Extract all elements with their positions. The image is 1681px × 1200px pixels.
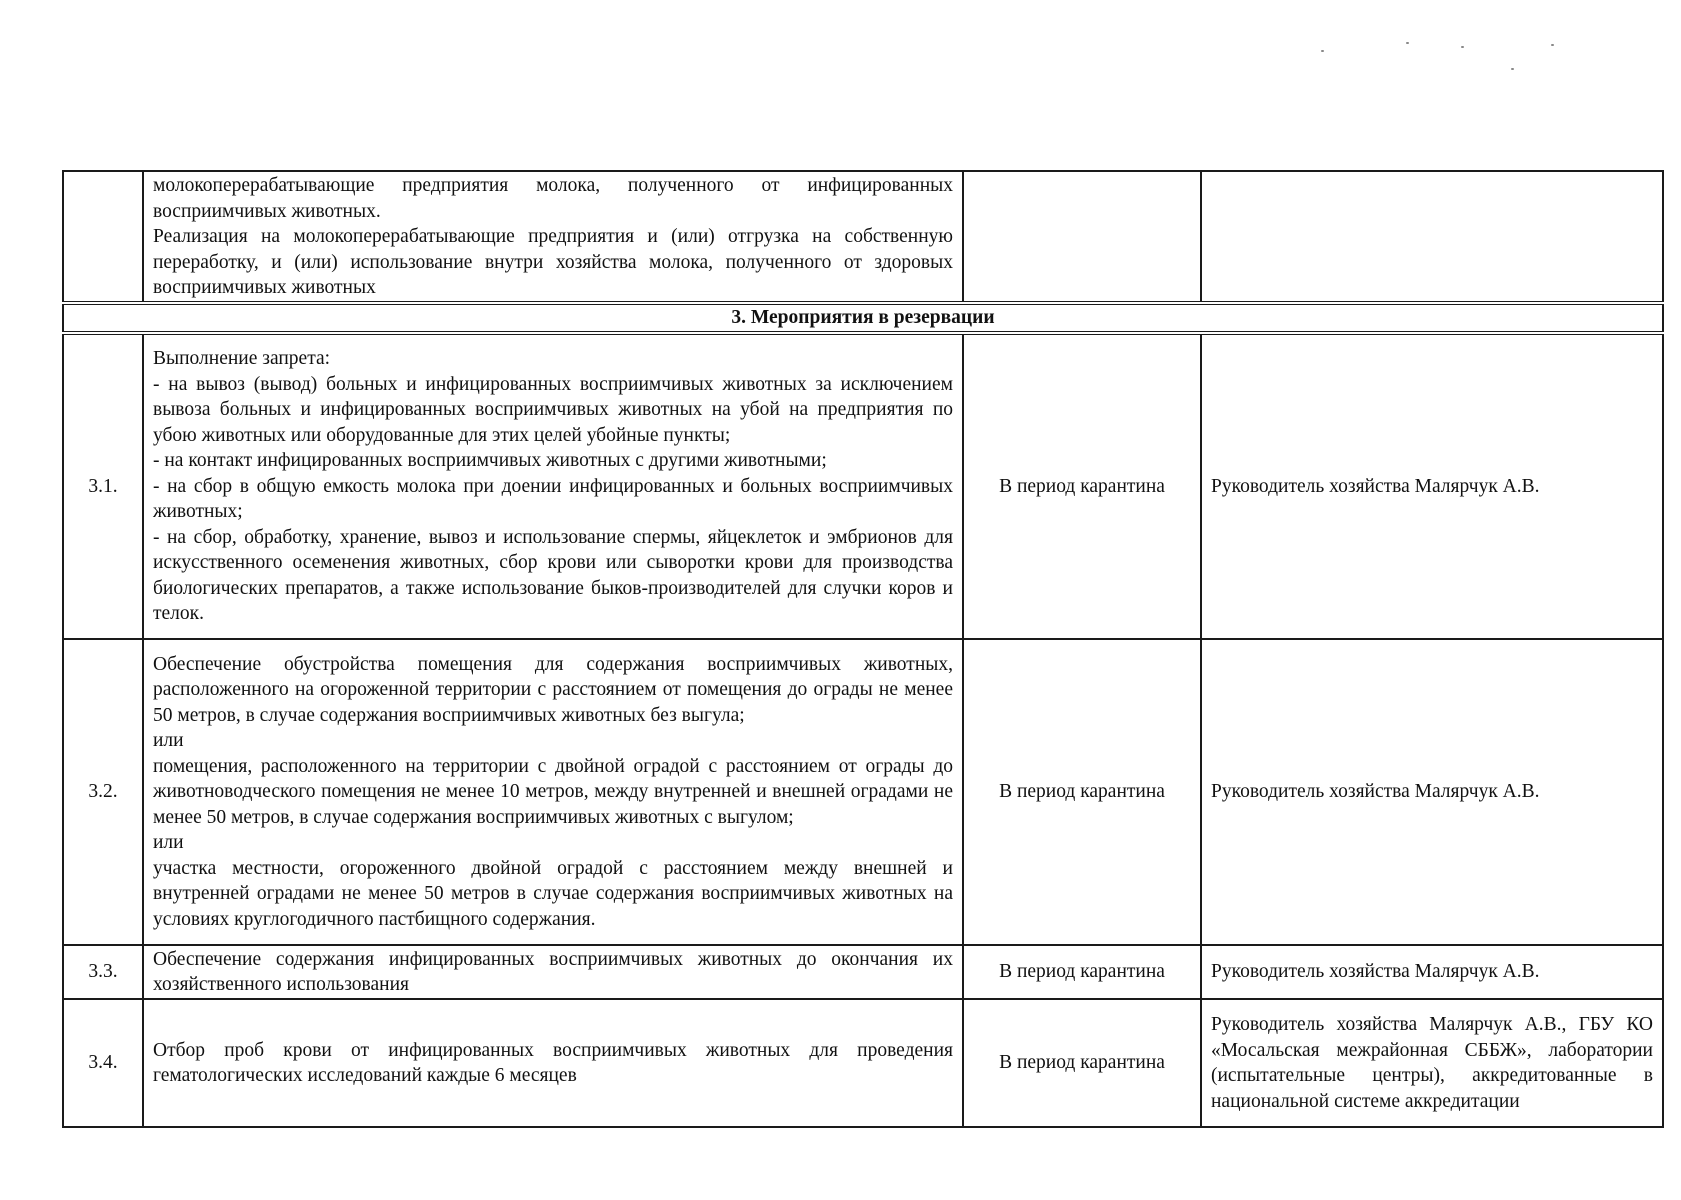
description-paragraph: - на вывоз (вывод) больных и инфицированных восприимчивых животных за исключением вывоза больных и инфицированных восприимчивых животных на убой на предприятия по убою животных или оборудованные для этих целей убойные пункты; <box>153 373 953 446</box>
measure-description <box>143 333 963 639</box>
description-paragraph: - на сбор в общую емкость молока при доении инфицированных и больных восприимчивых животных; <box>153 475 953 523</box>
measure-term: В период карантина <box>963 639 1201 945</box>
measure-description <box>143 999 963 1127</box>
description-paragraph: - на контакт инфицированных восприимчивых животных с другими животными; <box>153 450 827 472</box>
measure-description <box>143 639 963 945</box>
description-paragraph: или <box>153 730 184 752</box>
measure-responsible: Руководитель хозяйства Малярчук А.В. <box>1201 333 1663 639</box>
description-paragraph: участка местности, огороженного двойной оградой с расстоянием между внешней и внутренней оградами не менее 50 метров в случае содержания восприимчивых животных на условиях круглогодичного пастбищного содержания. <box>153 857 953 930</box>
row-number: 3.3. <box>63 945 143 999</box>
description-paragraph: - на сбор, обработку, хранение, вывоз и использование спермы, яйцеклеток и эмбрионов для искусственного осеменения животных, сбор крови или сыворотки крови для производства биологических препаратов, а также использование быков-производителей для случки коров и телок. <box>153 526 953 625</box>
description-paragraph: или <box>153 832 184 854</box>
table-row <box>63 639 1663 945</box>
section-title: 3. Мероприятия в резервации <box>63 303 1663 333</box>
table-row <box>63 945 1663 999</box>
description-paragraph: Реализация на молокоперерабатывающие предприятия и (или) отгрузка на собственную переработку, и (или) использование внутри хозяйства молока, полученного от здоровых восприимчивых животных <box>153 226 953 298</box>
scan-specks <box>1311 40 1611 80</box>
measure-description <box>143 171 963 303</box>
measure-term <box>963 171 1201 303</box>
table-row <box>63 171 1663 303</box>
description-paragraph: Обеспечение обустройства помещения для содержания восприимчивых животных, расположенного на огороженной территории с расстоянием от помещения до ограды не менее 50 метров, в случае содержания восприимчивых животных без выгула; <box>153 653 953 726</box>
row-number: 3.4. <box>63 999 143 1127</box>
scan-speck <box>1461 46 1464 48</box>
measure-responsible: Руководитель хозяйства Малярчук А.В. <box>1201 945 1663 999</box>
table-row <box>63 333 1663 639</box>
scan-speck <box>1511 68 1514 70</box>
measure-description <box>143 945 963 999</box>
measures-table <box>62 170 1664 1128</box>
description-paragraph: помещения, расположенного на территории с двойной оградой с расстоянием от ограды до животноводческого помещения не менее 10 метров, между внутренней и внешней оградами не менее 50 метров, в случае содержания восприимчивых животных с выгулом; <box>153 755 953 828</box>
measure-responsible: Руководитель хозяйства Малярчук А.В., ГБУ КО «Мосальская межрайонная СББЖ», лаборатории (испытательные центры), аккредитованные в национальной системе аккредитации <box>1201 999 1663 1127</box>
measure-responsible <box>1201 171 1663 303</box>
description-paragraph: молокоперерабатывающие предприятия молока, полученного от инфицированных восприимчивых животных. <box>153 175 953 222</box>
measure-responsible: Руководитель хозяйства Малярчук А.В. <box>1201 639 1663 945</box>
measure-term: В период карантина <box>963 945 1201 999</box>
description-paragraph: Обеспечение содержания инфицированных восприимчивых животных до окончания их хозяйственного использования <box>153 948 953 995</box>
scan-speck <box>1551 44 1554 46</box>
scan-speck <box>1406 42 1409 44</box>
scan-speck <box>1321 50 1324 52</box>
table-row <box>63 999 1663 1127</box>
description-paragraph: Выполнение запрета: <box>153 348 331 370</box>
row-number <box>63 171 143 303</box>
section-header-row <box>63 303 1663 333</box>
row-number: 3.2. <box>63 639 143 945</box>
measure-term: В период карантина <box>963 333 1201 639</box>
row-number: 3.1. <box>63 333 143 639</box>
description-paragraph: Отбор проб крови от инфицированных восприимчивых животных для проведения гематологических исследований каждые 6 месяцев <box>153 1039 953 1086</box>
measure-term: В период карантина <box>963 999 1201 1127</box>
